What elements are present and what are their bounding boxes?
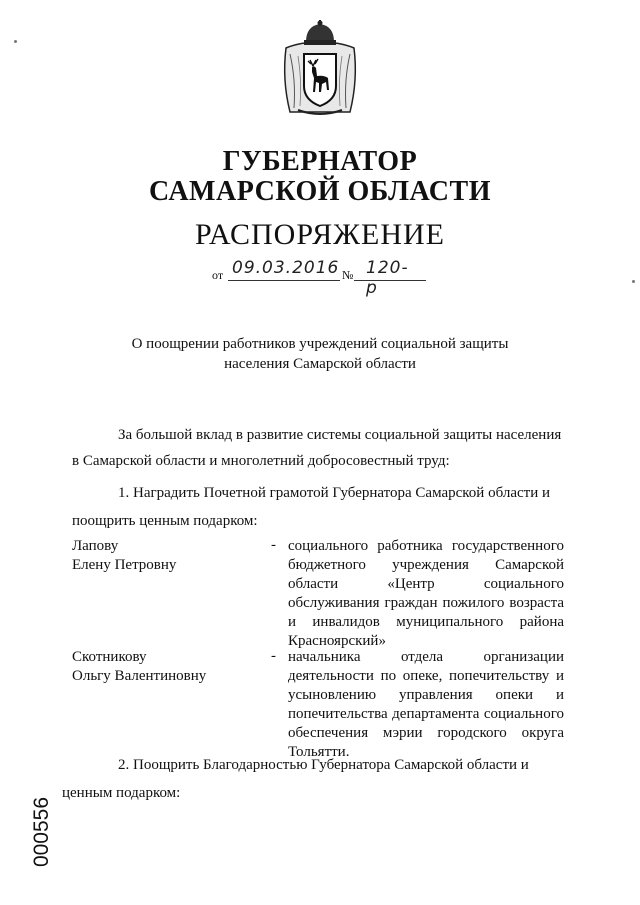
- item2-line1: 2. Поощрить Благодарностью Губернатора Самарской области и: [118, 757, 529, 773]
- date-value: 09.03.2016: [232, 258, 340, 278]
- item1-line1: 1. Наградить Почетной грамотой Губернатора Самарской области и: [118, 485, 550, 501]
- awardee-1-given: Елену Петровну: [72, 557, 177, 573]
- intro-line1: За большой вклад в развитие системы социальной защиты населения: [118, 427, 562, 443]
- item1-line2: поощрить ценным подарком:: [72, 513, 258, 529]
- registration-number: [27, 790, 57, 880]
- issuer-title-line1: ГУБЕРНАТОР: [222, 146, 418, 177]
- number-label: №: [342, 268, 354, 282]
- awardee-1-dash: -: [271, 537, 276, 553]
- document-subject: [60, 334, 580, 374]
- registration-number-text: 000556: [30, 796, 53, 868]
- awardee-2-dash: -: [271, 648, 276, 664]
- intro-line2: в Самарской области и многолетний добросовестный труд:: [72, 453, 450, 469]
- date-label: от: [212, 268, 224, 282]
- document-type: РАСПОРЯЖЕНИЕ: [194, 218, 446, 251]
- scan-mark: [14, 40, 17, 43]
- awardee-2-description: начальника отдела организации деятельности по опеке, попечительству и усыновлению управления опеки и попечительства департамента социального обеспечения мэрии городского округа Тольятти.: [288, 649, 564, 760]
- samara-coat-of-arms-icon: [280, 20, 360, 120]
- scan-mark: [632, 280, 635, 283]
- awardee-2-name: [72, 648, 206, 686]
- subject-line2: населения Самарской области: [224, 356, 416, 372]
- awardee-1-name: [72, 537, 176, 575]
- subject-line1: О поощрении работников учреждений социальной защиты: [131, 336, 509, 352]
- number-value: 120-р: [366, 258, 409, 298]
- awardee-2-surname: Скотникову: [72, 649, 147, 665]
- date-underline: [228, 280, 340, 281]
- item2-line2: ценным подарком:: [62, 785, 181, 801]
- awardee-1-description: социального работника государственного бюджетного учреждения Самарской области «Центр социального обслуживания граждан пожилого возраста и инвалидов муниципального района Красноярский»: [288, 538, 564, 649]
- awardee-2-given: Ольгу Валентиновну: [72, 668, 207, 684]
- issuer-title-line2: САМАРСКОЙ ОБЛАСТИ: [149, 176, 491, 207]
- awardee-1-surname: Лапову: [72, 538, 119, 554]
